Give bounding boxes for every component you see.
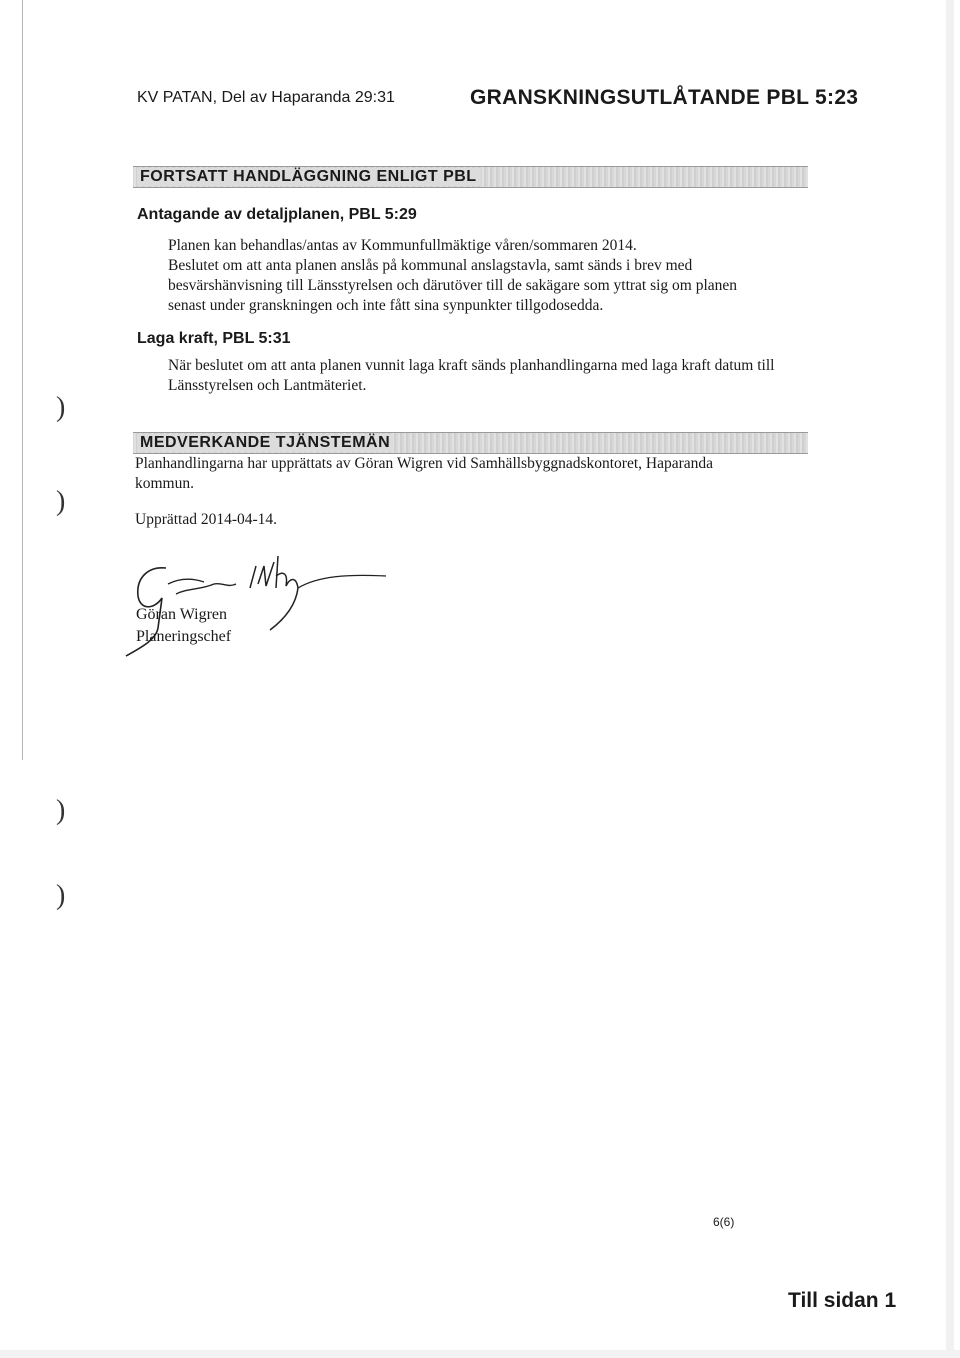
document-header-left: KV PATAN, Del av Haparanda 29:31 <box>137 89 395 106</box>
binding-hole-mark: ) <box>56 880 66 911</box>
section-title-fortsatt: FORTSATT HANDLÄGGNING ENLIGT PBL <box>137 168 480 186</box>
laga-kraft-paragraph <box>168 356 774 396</box>
paragraph-line: Länsstyrelsen och Lantmäteriet. <box>168 377 367 394</box>
paragraph-line: kommun. <box>135 475 194 492</box>
antagande-paragraph <box>168 236 737 316</box>
upprattad-date: Upprättad 2014-04-14. <box>135 511 278 528</box>
paragraph-line: Planen kan behandlas/antas av Kommunfullmäktige våren/sommaren 2014. <box>168 237 637 254</box>
laga-kraft-heading: Laga kraft, PBL 5:31 <box>137 330 291 347</box>
document-header-title: GRANSKNINGSUTLÅTANDE PBL 5:23 <box>470 86 859 109</box>
paragraph-line: senast under granskningen och inte fått sina synpunkter tillgodosedda. <box>168 297 604 314</box>
paragraph-line: När beslutet om att anta planen vunnit laga kraft sänds planhandlingarna med laga kraft datum till <box>168 357 775 374</box>
medverkande-paragraph <box>135 454 713 494</box>
signer-title: Planeringschef <box>136 628 232 645</box>
scan-edge-line <box>22 0 23 760</box>
antagande-heading: Antagande av detaljplanen, PBL 5:29 <box>137 206 417 223</box>
paragraph-line: Planhandlingarna har upprättats av Göran Wigren vid Samhällsbyggnadskontoret, Haparanda <box>135 455 714 472</box>
scan-edge-bottom <box>0 1350 960 1358</box>
binding-hole-mark: ) <box>56 392 66 423</box>
page-number: 6(6) <box>713 1215 735 1229</box>
paragraph-line: Beslutet om att anta planen anslås på kommunal anslagstavla, samt sänds i brev med <box>168 257 693 274</box>
signer-name: Göran Wigren <box>136 606 228 623</box>
signer-block <box>136 604 231 648</box>
section-title-medverkande: MEDVERKANDE TJÄNSTEMÄN <box>137 434 393 452</box>
section-bar-medverkande <box>133 432 808 454</box>
paragraph-line: besvärshänvisning till Länsstyrelsen och därutöver till de sakägare som yttrat sig om planen <box>168 277 738 294</box>
section-bar-fortsatt <box>133 166 808 188</box>
binding-hole-mark: ) <box>56 795 66 826</box>
binding-hole-mark: ) <box>56 486 66 517</box>
till-sidan-1-link[interactable]: Till sidan 1 <box>788 1289 897 1312</box>
scan-edge-right <box>946 0 954 1358</box>
